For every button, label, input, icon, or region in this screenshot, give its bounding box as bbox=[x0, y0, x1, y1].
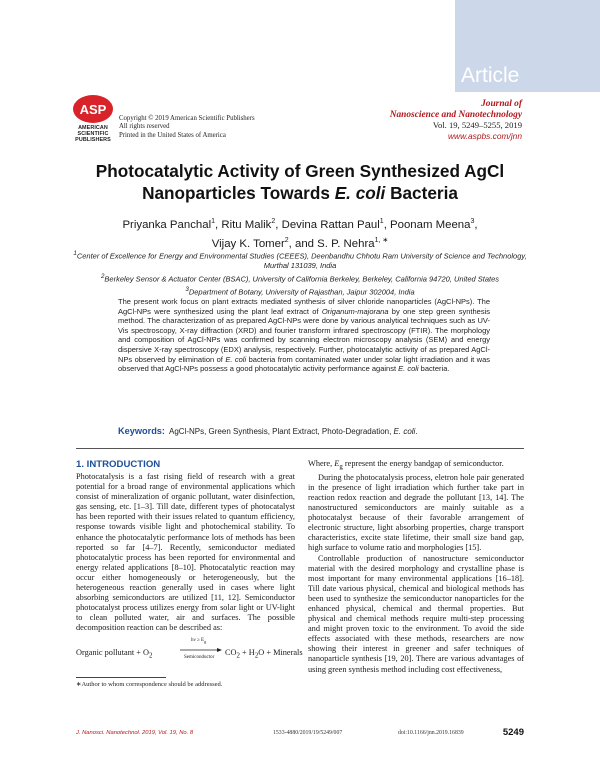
author-line bbox=[80, 214, 520, 233]
where-subscript: g bbox=[339, 463, 343, 471]
equation-subscript: 2 bbox=[254, 652, 259, 660]
printed-line: Printed in the United States of America bbox=[119, 131, 226, 139]
affiliation-marker: 3 bbox=[185, 285, 189, 293]
equation-text: + H bbox=[239, 648, 255, 657]
equation-catalyst: Semiconductor bbox=[184, 655, 215, 660]
copyright-line: Copyright © 2019 American Scientific Publishers bbox=[119, 115, 255, 122]
abstract-italic: E. coli bbox=[398, 364, 419, 374]
footer-doi-link[interactable]: doi:10.1166/jnn.2019.16839 bbox=[398, 730, 464, 736]
intro-paragraph: Photocatalysis is a fast rising field of research with a great potential for a broad range of environmental applications which consist of mineralization of organic pollutant, water disinfection, gas sensing, etc. [1–3]. Till date, different types of photocatalyst has been reported with their issues related to quantum efficiency, response towards visible light and photochemical stability. To enhance the photocatalytic performance lots of methods has been reported so far [4–7]. Recently, semiconductor mediated photocatalytic process has been reported for environmental and energy related applications [8–10]. Photocatalytic reaction may occur either homogeneously or heterogeneously, but the heterogeneous reaction generally used in cases where light absorbing semiconductors are utilized [11, 12]. Semiconductor photocatalyst process utilizes energy from solar light or UV-light to clean polluted water, air and surfaces. The possible decomposition reaction can be described as: bbox=[76, 472, 295, 633]
paper-title bbox=[70, 160, 530, 204]
intro-paragraph: During the photocatalysis process, eletron hole pair generated in the presence of light irradiation which further take part in reaction redox reaction and degrade the pollutant [13, 14]. The nanostructured semiconductors are mainly suitable as a photocatalyst because of their favorable arrangement of electronic structure, light absorbing properties, charge transport characteristics, excite state lifetime, their small size band gap, high surface to volume ratio and morphologies [15]. bbox=[308, 472, 524, 553]
equation-text: O + Minerals bbox=[258, 648, 303, 657]
author-separator: , bbox=[215, 218, 222, 231]
footer-issn: 1533-4880/2019/19/5249/007 bbox=[273, 730, 343, 736]
abstract-italic: Origanum-majorana bbox=[321, 306, 389, 316]
where-symbol: E bbox=[334, 459, 340, 468]
article-badge-label: Article bbox=[461, 64, 520, 87]
article-type-badge bbox=[455, 0, 600, 92]
abstract-text: bacteria. bbox=[418, 364, 450, 374]
equation-text: hν ≥ E bbox=[191, 638, 205, 643]
affiliation-item bbox=[70, 285, 530, 297]
equation-subscript: 2 bbox=[148, 652, 153, 660]
equation-products bbox=[225, 648, 303, 660]
author-separator: , bbox=[383, 218, 391, 231]
affiliation-text: Center of Excellence for Energy and Environmental Studies (CEEES), Deenbandhu Chhotu Ram University of Science and Technology, Murthal 131039, India bbox=[76, 251, 527, 270]
column-right bbox=[308, 459, 524, 675]
author-name: Devina Rattan Paul bbox=[281, 218, 380, 231]
affiliation-marker: 1 bbox=[73, 250, 77, 257]
keywords-end: . bbox=[415, 427, 418, 436]
title-line2-pre: Nanoparticles Towards bbox=[142, 183, 335, 203]
author-affil-marker: 1 bbox=[211, 218, 216, 225]
author-affil-marker: 1 bbox=[379, 218, 384, 225]
where-paragraph bbox=[308, 459, 524, 473]
title-line2-italic: E. coli bbox=[334, 183, 386, 203]
keywords-italic: E. coli bbox=[393, 427, 416, 436]
author-affil-marker: 3 bbox=[470, 218, 475, 225]
affiliation-item bbox=[70, 249, 530, 271]
title-line2-post: Bacteria bbox=[385, 183, 458, 203]
keywords-label: Keywords: bbox=[118, 426, 165, 436]
abstract-italic: E. coli bbox=[225, 354, 247, 364]
journal-title-line1: Journal of bbox=[481, 99, 522, 109]
author-name: S. P. Nehra bbox=[317, 237, 375, 250]
rights-line: All rights reserved bbox=[119, 123, 170, 131]
journal-title-line2: Nanoscience and Nanotechnology bbox=[389, 109, 522, 120]
equation-text: Organic pollutant + O bbox=[76, 648, 149, 657]
where-text: represent the energy bandgap of semiconductor. bbox=[342, 459, 504, 468]
author-separator: , and bbox=[288, 237, 318, 250]
abstract-text: bacteria from contaminated water under solar light irradiation and it was observed that AgCl-NPs possess a good photocatalytic activity performance against bbox=[118, 354, 490, 374]
publisher-notice bbox=[119, 115, 255, 140]
logo-word: SCIENTIFIC bbox=[77, 131, 109, 137]
footer-journal: J. Nanosci. Nanotechnol. 2019, Vol. 19, No. 8 bbox=[76, 730, 194, 736]
where-text: Where, bbox=[308, 459, 335, 468]
author-affil-marker: 1, ∗ bbox=[374, 236, 389, 244]
journal-info bbox=[390, 99, 522, 141]
column-left bbox=[76, 459, 295, 634]
journal-url-link[interactable]: www.aspbs.com/jnn bbox=[447, 130, 522, 141]
abstract-text: The present work focus on plant extracts mediated synthesis of silver chloride nanoparticles (AgCl-NPs). The AgCl-NPs were synthesized using the plant leaf extract of bbox=[118, 297, 490, 316]
svg-text:ASP: ASP bbox=[79, 102, 107, 117]
author-name: Vijay K. Tomer bbox=[211, 237, 285, 250]
affiliation-marker: 2 bbox=[100, 272, 105, 280]
page-number: 5249 bbox=[502, 727, 524, 738]
abstract-text: by one step green synthesis method. The characterization of as prepared AgCl-NPs were done by various analytical techniques such as UV-Vis spectroscopy, X-ray diffraction (XRD) and fourier transform infrared spectroscopy (FTIR). The morphology and composition of AgCl-NPs was confirmed by scanning electron microscopy analysis (SEM) and energy dispersive X-ray spectroscopy (EDX) analysis, respectively. Further, photocatalytic activity of as prepared AgCl-NPs observed by elimination of bbox=[118, 306, 490, 364]
author-affil-marker: 2 bbox=[284, 236, 289, 244]
keywords bbox=[118, 426, 498, 437]
author-name: Ritu Malik bbox=[221, 218, 272, 231]
author-affil-marker: 2 bbox=[271, 218, 276, 225]
footnote-rule bbox=[76, 677, 166, 678]
intro-paragraph: Controllable production of nanostructure semiconductor material with the desired morphology and crystalline phase is most important for many environmental applications [16–18]. Till date various physical, chemical and biological methods has been used to synthesize the semiconductor nanoparticles for the enhanced physical, chemical and thermal properties. But physical and chemical methods require multi-step processing and might proven toxic to the environment. To avoid the side effects associated with these methods, researchers are now showing their interest in greener and safer techniques of nanoparticle synthesis [19, 20]. There are various advantages of using green synthesis method including cost effectiveness, bbox=[308, 553, 524, 674]
section-heading: 1. INTRODUCTION bbox=[76, 459, 161, 470]
publisher-name-words bbox=[72, 125, 114, 143]
journal-issue: Vol. 19, 5249–5255, 2019 bbox=[432, 120, 522, 130]
affiliation-item bbox=[70, 272, 530, 284]
section-divider bbox=[76, 448, 524, 449]
equation-subscript: 2 bbox=[236, 652, 240, 660]
page-footer bbox=[76, 729, 524, 741]
reaction-equation bbox=[76, 635, 303, 663]
equation-subscript: g bbox=[204, 639, 207, 644]
equation-text: CO bbox=[225, 648, 237, 657]
title-line1: Photocatalytic Activity of Green Synthesized AgCl bbox=[95, 161, 505, 181]
equation-reactants bbox=[76, 648, 152, 660]
affiliation-text: Berkeley Sensor & Actuator Center (BSAC), University of California Berkeley, Berkeley, California 94720, United States bbox=[104, 274, 500, 283]
asp-logo-icon bbox=[72, 94, 114, 124]
author-separator: , bbox=[275, 218, 282, 231]
logo-word: AMERICAN bbox=[78, 125, 108, 131]
affiliation-text: Department of Botany, University of Rajasthan, Jaipur 302004, India bbox=[188, 287, 415, 296]
abstract bbox=[118, 297, 490, 374]
affiliations bbox=[70, 249, 530, 298]
author-list bbox=[80, 214, 520, 252]
author-name: Priyanka Panchal bbox=[122, 218, 212, 231]
logo-word: PUBLISHERS bbox=[75, 137, 111, 143]
author-separator: , bbox=[474, 218, 478, 231]
publisher-logo bbox=[72, 94, 114, 143]
keywords-text: AgCl-NPs, Green Synthesis, Plant Extract, Photo-Degradation, bbox=[168, 427, 394, 436]
author-name: Poonam Meena bbox=[390, 218, 471, 231]
correspondence-footnote: ∗Author to whom correspondence should be addressed. bbox=[76, 681, 223, 688]
